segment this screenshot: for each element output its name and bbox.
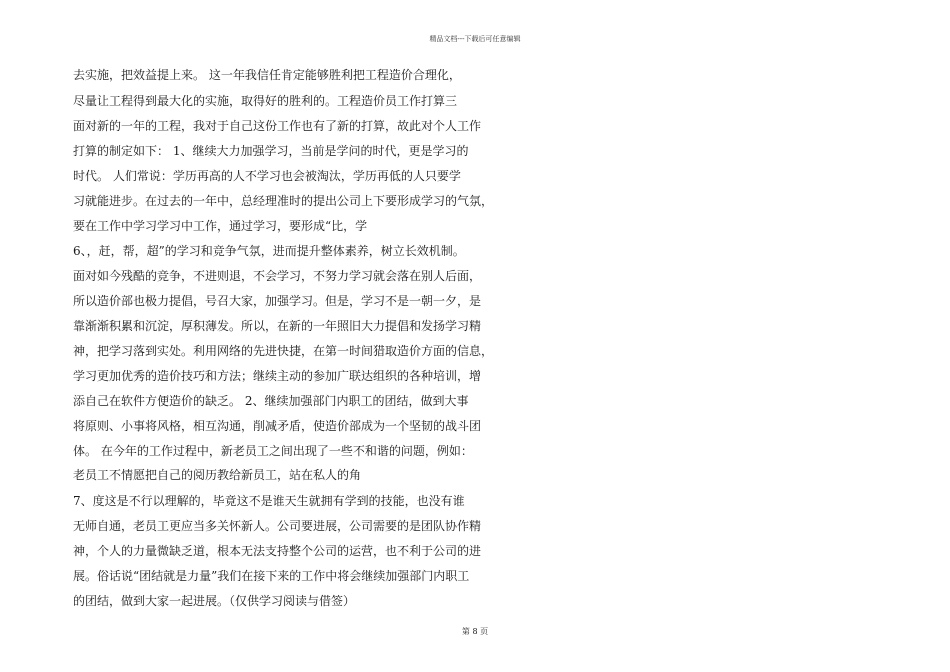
text-line: 添自己在软件方便造价的缺乏。 2、继续加强部门内职工的团结，做到大事 [73,394,469,408]
text-line: 学习更加优秀的造价技巧和方法；继续主动的参加广联达组织的各种培训，增 [73,369,482,383]
text-line: 体。 在今年的工作过程中，新老员工之间出现了一些不和谐的问题，例如： [73,444,473,458]
text-line: 打算的制定如下： 1、继续大力加强学习，当前是学问的时代，更是学习的 [73,144,469,158]
text-line: 6、，赶，帮，超”的学习和竞争气氛，进而提升整体素养，树立长效机制。 [73,244,465,258]
text-line: 神，把学习落到实处。利用网络的先进快捷，在第一时间猎取造价方面的信息， [73,344,494,358]
text-line: 展。俗话说“团结就是力量”我们在接下来的工作中将会继续加强部门内职工 [73,569,470,583]
text-line: 将原则、小事将风格，相互沟通，削减矛盾，使造价部成为一个坚韧的战斗团 [73,419,482,433]
text-line: 的团结，做到大家一起进展。（仅供学习阅读与借签） [73,594,356,608]
text-line: 靠渐渐积累和沉淀，厚积薄发。所以，在新的一年照旧大力提倡和发扬学习精 [73,319,482,333]
text-line: 老员工不情愿把自己的阅历教给新员工，站在私人的角 [73,468,362,482]
text-line: 7、度这是不行以理解的，毕竟这不是谁天生就拥有学到的技能，也没有谁 [73,494,465,508]
text-line: 无师自通，老员工更应当多关怀新人。公司要进展，公司需要的是团队协作精 [73,519,482,533]
text-line: 习就能进步。在过去的一年中，总经理准时的提出公司上下要形成学习的气氛， [73,194,494,208]
text-line: 面对新的一年的工程，我对于自己这份工作也有了新的打算，故此对个人工作 [73,119,482,133]
text-line: 所以造价部也极力提倡，号召大家，加强学习。但是，学习不是一朝一夕，是 [73,294,482,308]
text-line: 要在工作中学习学习中工作，通过学习，要形成“比，学 [73,219,368,233]
text-line: 时代。 人们常说：学历再高的人不学习也会被淘汰，学历再低的人只要学 [73,169,461,183]
text-line: 神，个人的力量微缺乏道，根本无法支持整个公司的运营，也不利于公司的进 [73,544,482,558]
page-number: 第 8 页 [461,627,489,636]
text-line: 尽量让工程得到最大化的实施，取得好的胜利的。工程造价员工作打算三 [73,94,458,108]
text-line: 面对如今残酷的竞争，不进则退，不会学习，不努力学习就会落在别人后面， [73,269,482,283]
text-line: 去实施，把效益提上来。 这一年我信任肯定能够胜利把工程造价合理化， [73,68,461,82]
page-header: 精品文档---下载后可任意编辑 [429,35,521,43]
